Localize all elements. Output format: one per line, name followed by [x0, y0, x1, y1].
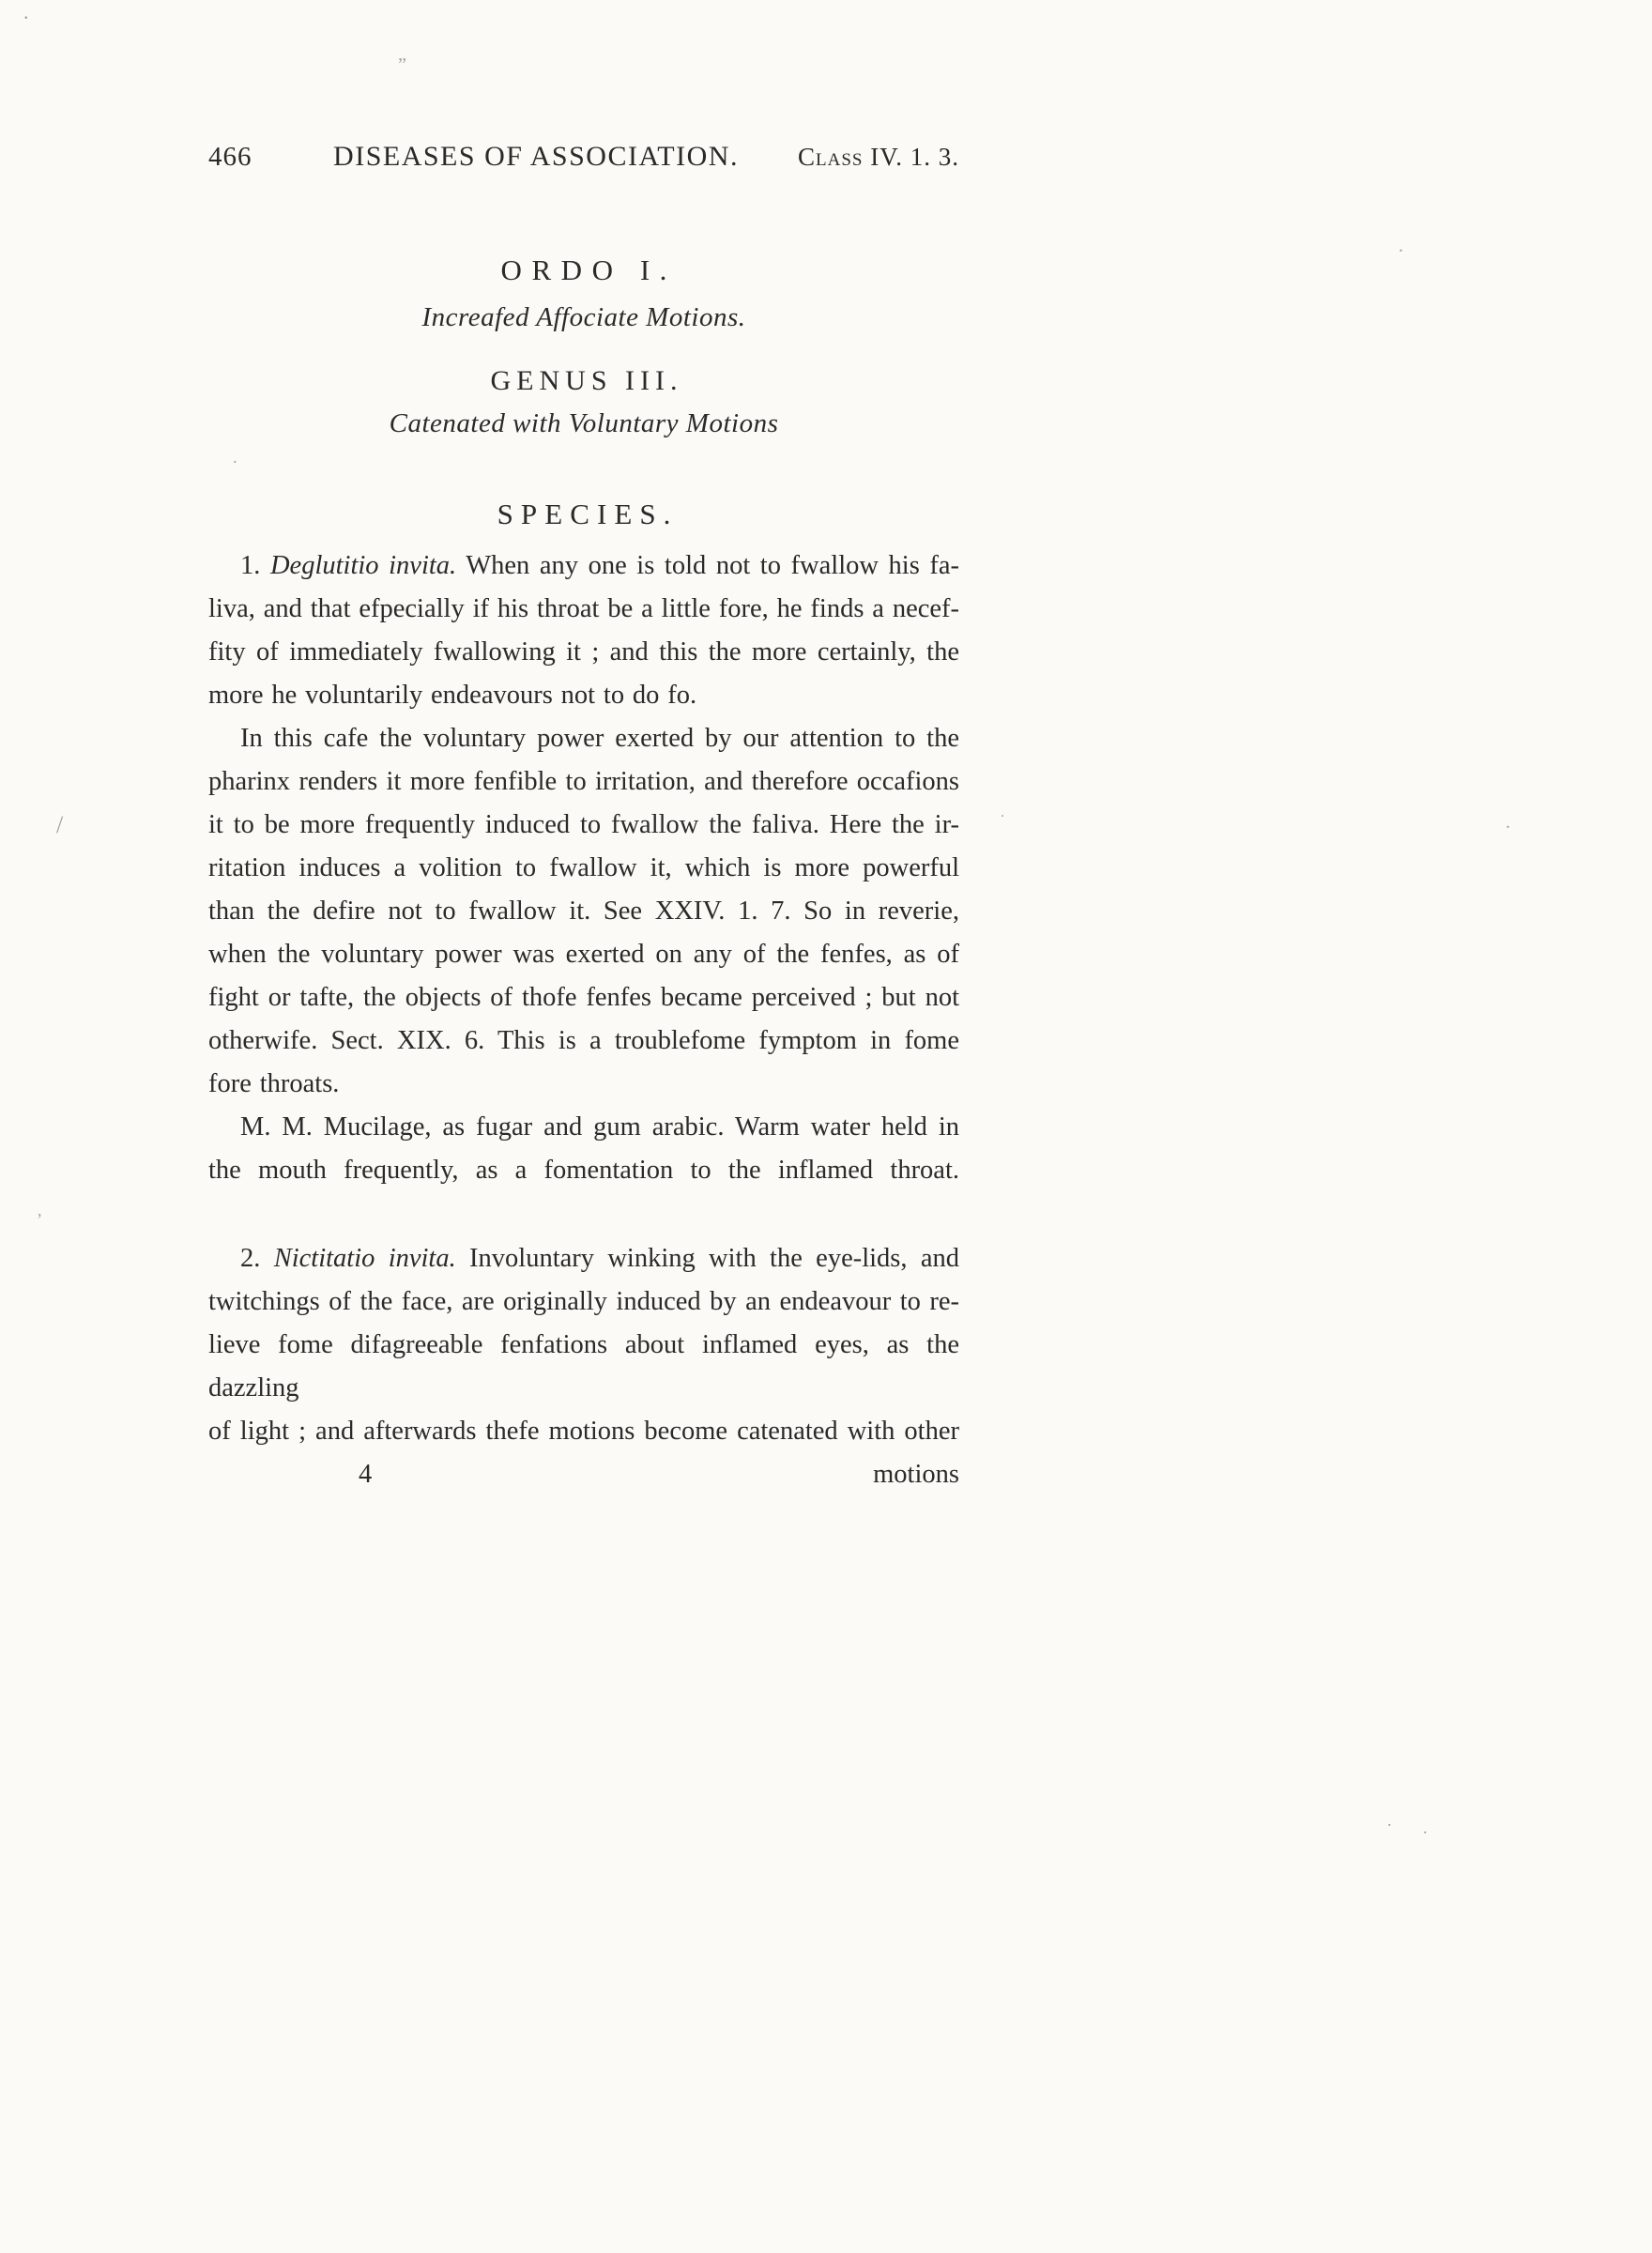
species-heading: SPECIES. [497, 498, 679, 530]
text-line: more he voluntarily endeavours not to do fo. [208, 681, 697, 710]
text-line: lieve fome difagreeable fenfations about inflamed eyes, as the dazzling [208, 1330, 959, 1402]
page-number: 466 [208, 142, 252, 172]
genus-heading: GENUS III. [490, 365, 683, 396]
paragraph [208, 1237, 959, 1453]
running-title: DISEASES OF ASSOCIATION. [333, 141, 739, 172]
text-line: twitchings of the face, are originally induced by an endeavour to re- [208, 1287, 959, 1316]
catchword-row [208, 1453, 959, 1496]
paragraph [208, 1106, 959, 1192]
running-head [208, 141, 959, 173]
text-line: ritation induces a volition to fwallow it, which is more powerful [208, 853, 959, 882]
text-line: In this cafe the voluntary power exerted by our attention to the [240, 724, 959, 753]
text-line: fight or tafte, the objects of thofe fenfes became perceived ; but not [208, 983, 959, 1012]
signature-mark: 4 [359, 1460, 373, 1489]
text-line: M. M. Mucilage, as fugar and gum arabic. Warm water held in [240, 1112, 959, 1142]
scan-speck: . [1423, 1818, 1428, 1837]
scan-speck: . [23, 0, 29, 23]
catchword: motions [873, 1460, 959, 1489]
scan-speck: . [1387, 1811, 1392, 1830]
genus-subtitle: Catenated with Voluntary Motions [389, 408, 779, 438]
page-content [208, 141, 959, 1496]
scan-speck: . [1001, 805, 1004, 820]
text-line: 2. Nictitatio invita. Involuntary winking with the eye-lids, and [240, 1244, 959, 1273]
scan-speck: , [38, 1201, 42, 1219]
text-line: of light ; and afterwards thefe motions become catenated with other [208, 1417, 959, 1446]
body-text [208, 544, 959, 1453]
paragraph [208, 544, 959, 717]
text-line: pharinx renders it more fenfible to irritation, and therefore occafions [208, 767, 959, 796]
text-line: otherwife. Sect. XIX. 6. This is a troublefome fymptom in fome [208, 1026, 959, 1055]
ordo-heading: ORDO I. [500, 253, 677, 286]
scan-speck: / [56, 811, 64, 838]
paragraph [208, 717, 959, 1106]
text-line: than the defire not to fwallow it. See XXIV. 1. 7. So in reverie, [208, 897, 959, 926]
text-line: fity of immediately fwallowing it ; and this the more certainly, the [208, 637, 959, 667]
text-line: when the voluntary power was exerted on any of the fenfes, as of [208, 940, 959, 969]
class-reference: Class IV. 1. 3. [798, 143, 959, 171]
text-line: the mouth frequently, as a fomentation to the inflamed throat. [208, 1156, 959, 1185]
text-line: fore throats. [208, 1069, 340, 1098]
text-line: 1. Deglutitio invita. When any one is told not to fwallow his fa- [240, 551, 960, 580]
scan-speck: . [1399, 236, 1403, 256]
scan-speck: . [233, 448, 237, 467]
scan-speck: . [1506, 812, 1510, 833]
text-line: it to be more frequently induced to fwallow the faliva. Here the ir- [208, 810, 959, 839]
scan-speck: „ [398, 44, 406, 65]
text-line: liva, and that efpecially if his throat be a little fore, he finds a necef- [208, 594, 959, 623]
ordo-subtitle: Increafed Affociate Motions. [421, 302, 746, 332]
